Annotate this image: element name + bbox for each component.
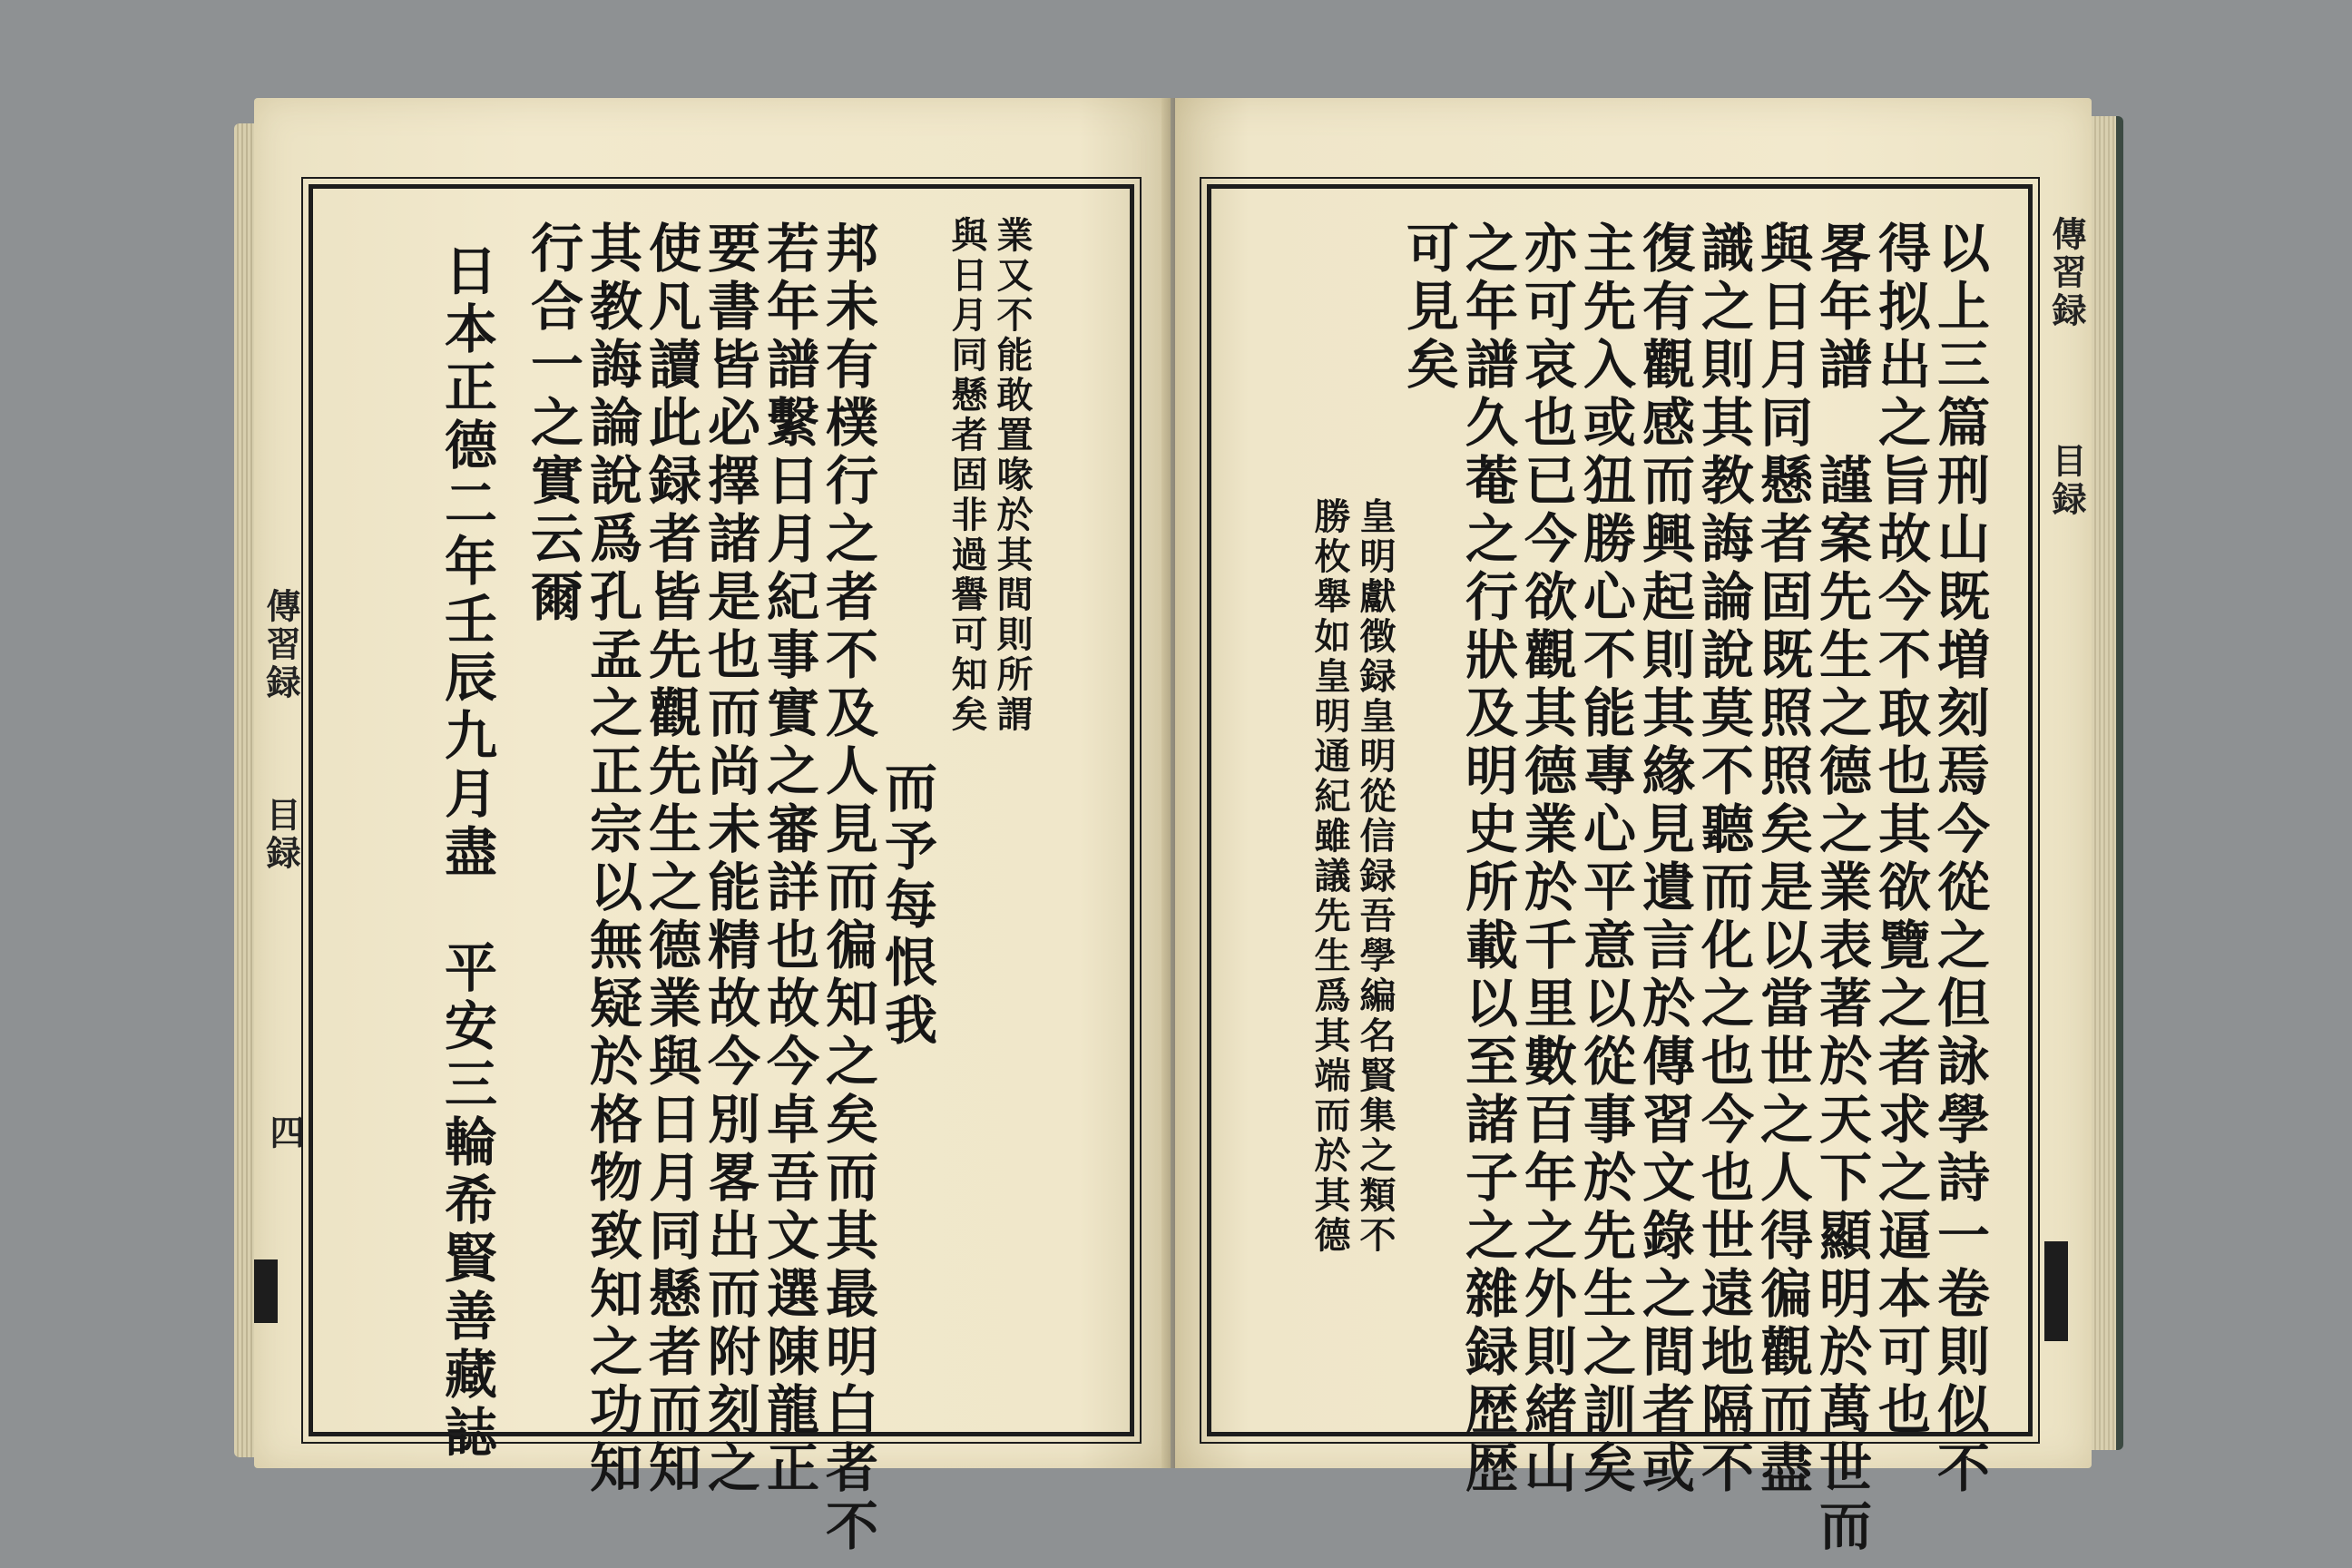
left-column-5: 使凡讀此録者皆先觀先生之德業與日月同懸者而知 bbox=[640, 220, 701, 1498]
left-column-3: 若年譜繫日月紀事實之審詳也故今卓吾文選陳龍正 bbox=[758, 220, 819, 1498]
right-column-10: 可見矣 bbox=[1397, 220, 1459, 395]
right-column-3: 畧年譜 謹案先生之德之業表著於天下顯明於萬世而 bbox=[1810, 220, 1872, 1556]
right-margin-title: 傳習録 bbox=[2046, 216, 2087, 330]
right-column-2: 得拟出之旨故今不取也其欲覽之者求之逼本可也 bbox=[1869, 220, 1931, 1440]
right-column-4: 與日月同懸者固既照照矣是以當世之人得徧觀而盡 bbox=[1751, 220, 1813, 1498]
left-column-6: 其教誨論說爲孔孟之正宗以無疑於格物致知之功知 bbox=[581, 220, 642, 1498]
left-margin-tab bbox=[254, 1259, 278, 1323]
left-colophon: 日本正德二年壬辰九月盡 平安三輪希賢善藏誌 bbox=[436, 243, 497, 1463]
right-column-9: 之年譜久菴之行狀及明史所載以至諸子之雜録歴歴 bbox=[1456, 220, 1518, 1498]
right-column-6: 復有觀感而興起則其緣見遺言於傳習文錄之間者或 bbox=[1633, 220, 1695, 1498]
left-note-1: 業又不能敢置喙於其間則所謂 bbox=[991, 216, 1034, 735]
open-book bbox=[227, 98, 2119, 1556]
right-margin-tab bbox=[2044, 1241, 2068, 1341]
right-column-8: 亦可哀也已今欲觀其德業於千里數百年之外則緒山 bbox=[1515, 220, 1577, 1498]
left-folio: 四 bbox=[264, 1114, 305, 1152]
left-page bbox=[254, 98, 1171, 1556]
left-column-4: 要書皆必擇諸是也而尚未能精故今別畧出而附刻之 bbox=[699, 220, 760, 1498]
left-column-2: 邦未有樸行之者不及人見而徧知之矣而其最明白者不 bbox=[817, 220, 878, 1556]
left-column-7: 行合一之實云爾 bbox=[522, 220, 583, 627]
left-margin-label: 目録 bbox=[260, 797, 301, 873]
left-note-2: 與日月同懸者固非過譽可知矣 bbox=[946, 216, 988, 735]
right-page bbox=[1175, 98, 2092, 1556]
right-column-7: 主先入或狃勝心不能專心平意以從事於先生之訓矣 bbox=[1574, 220, 1636, 1498]
right-note-2: 勝枚舉如皇明通紀雖議先生爲其端而於其德 bbox=[1308, 497, 1351, 1256]
right-margin-label: 目録 bbox=[2046, 443, 2087, 519]
right-column-1: 以上三篇刑山既増刻焉今從之但詠學詩一卷則似不 bbox=[1928, 220, 1990, 1498]
left-column-1: 而予每恨我 bbox=[876, 760, 937, 1051]
left-margin-title: 傳習録 bbox=[260, 588, 301, 702]
right-column-5: 識之則其教誨論說莫不聽而化之也今也世遠地隔不 bbox=[1692, 220, 1754, 1498]
right-note-1: 皇明獻徴録皇明從信録吾學編名賢集之類不 bbox=[1354, 497, 1396, 1256]
